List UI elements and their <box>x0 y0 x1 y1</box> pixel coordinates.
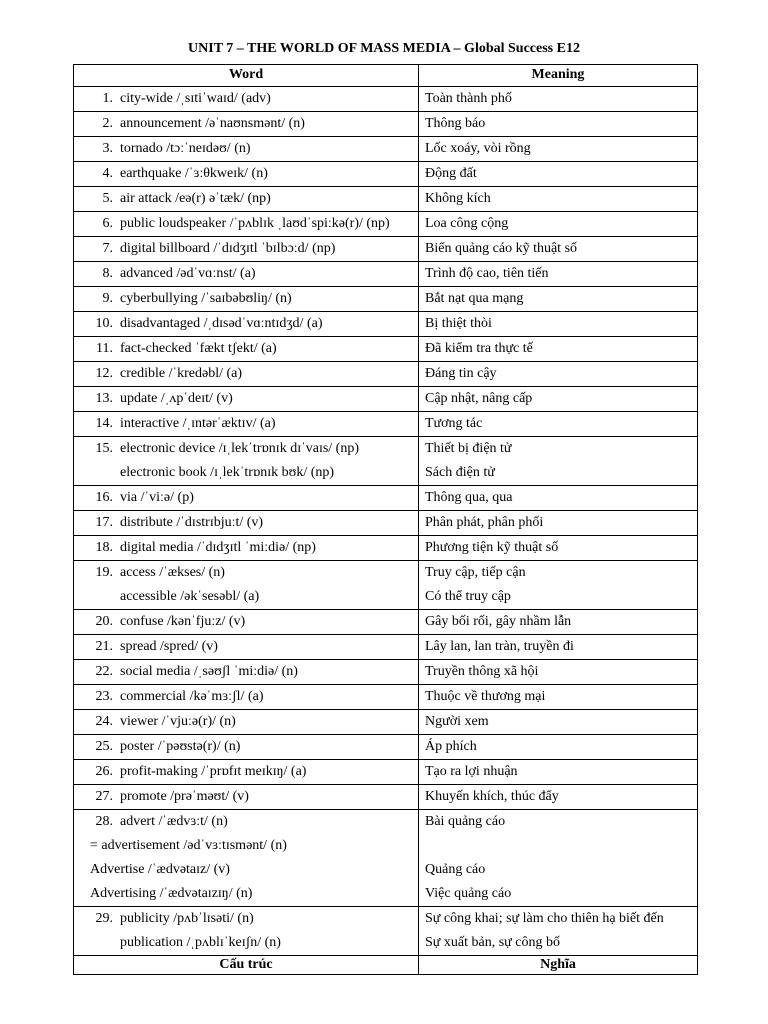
meaning-cell <box>419 785 698 810</box>
entry-meaning: Đáng tin cậy <box>425 366 497 381</box>
entry-meaning: Biển quảng cáo kỹ thuật số <box>425 241 578 256</box>
entry-meaning: Sự công khai; sự làm cho thiên hạ biết đến <box>425 911 664 926</box>
entry-number: 18. <box>95 540 113 555</box>
meaning-cell <box>419 536 698 561</box>
table-row <box>74 685 698 710</box>
entry-word-alt: = advertisement /ədˈvɜːtɪsmənt/ (n) <box>90 838 287 853</box>
word-cell <box>74 187 419 212</box>
meaning-cell <box>419 810 698 907</box>
word-cell <box>74 87 419 112</box>
table-row <box>74 561 698 610</box>
entry-word: interactive /ˌɪntərˈæktɪv/ (a) <box>120 416 276 431</box>
table-row <box>74 287 698 312</box>
entry-word: city-wide /ˌsɪtiˈwaɪd/ (adv) <box>120 91 271 106</box>
blank-line <box>419 834 697 858</box>
entry-meaning: Thông qua, qua <box>425 490 513 505</box>
meaning-column-header-2: Nghĩa <box>419 956 698 975</box>
table-row <box>74 437 698 486</box>
word-cell <box>74 635 419 660</box>
meaning-cell <box>419 710 698 735</box>
entry-meaning: Trình độ cao, tiên tiến <box>425 266 549 281</box>
word-cell <box>74 907 419 956</box>
table-row <box>74 735 698 760</box>
word-cell <box>74 785 419 810</box>
meaning-cell <box>419 187 698 212</box>
word-cell <box>74 212 419 237</box>
meaning-cell <box>419 287 698 312</box>
entry-meaning-alt: Quảng cáo <box>425 862 486 877</box>
entry-meaning-alt: Sự xuất bản, sự công bố <box>425 935 560 950</box>
entry-word: promote /prəˈməʊt/ (v) <box>120 789 249 804</box>
word-cell <box>74 511 419 536</box>
entry-word-alt: Advertise /ˈædvətaɪz/ (v) <box>90 862 230 877</box>
word-cell <box>74 262 419 287</box>
table-row <box>74 760 698 785</box>
page-title: UNIT 7 – THE WORLD OF MASS MEDIA – Global Success E12 <box>188 41 580 56</box>
entry-number: 11. <box>96 341 113 356</box>
word-cell <box>74 237 419 262</box>
entry-word: digital billboard /ˈdɪdʒɪtl ˈbɪlbɔːd/ (np) <box>120 241 336 256</box>
entry-number: 4. <box>102 166 113 181</box>
entry-meaning: Không kích <box>425 191 491 206</box>
meaning-cell <box>419 162 698 187</box>
meaning-cell <box>419 112 698 137</box>
meaning-cell <box>419 362 698 387</box>
table-row <box>74 312 698 337</box>
word-cell <box>74 437 419 486</box>
entry-number: 7. <box>102 241 113 256</box>
word-cell <box>74 536 419 561</box>
table-row <box>74 162 698 187</box>
meaning-cell <box>419 561 698 610</box>
word-cell <box>74 610 419 635</box>
meaning-cell <box>419 87 698 112</box>
entry-word: social media /ˌsəʊʃl ˈmiːdiə/ (n) <box>120 664 298 679</box>
meaning-cell <box>419 486 698 511</box>
entry-word-alt: publication /ˌpʌblɪˈkeɪʃn/ (n) <box>120 935 281 950</box>
entry-number-spacer <box>74 461 113 485</box>
meaning-cell <box>419 907 698 956</box>
entry-meaning: Động đất <box>425 166 477 181</box>
entry-number: 3. <box>102 141 113 156</box>
meaning-cell <box>419 685 698 710</box>
entry-meaning: Toàn thành phố <box>425 91 512 106</box>
meaning-cell <box>419 312 698 337</box>
meaning-cell <box>419 437 698 486</box>
table-row <box>74 710 698 735</box>
entry-meaning: Bị thiệt thòi <box>425 316 492 331</box>
entry-meaning: Gây bối rối, gây nhầm lẫn <box>425 614 572 629</box>
entry-number: 19. <box>95 565 113 580</box>
table-row <box>74 536 698 561</box>
word-cell <box>74 412 419 437</box>
entry-word: commercial /kəˈmɜːʃl/ (a) <box>120 689 264 704</box>
word-cell <box>74 337 419 362</box>
entry-meaning-alt: Việc quảng cáo <box>425 886 512 901</box>
entry-meaning: Loa công cộng <box>425 216 509 231</box>
entry-word: credible /ˈkredəbl/ (a) <box>120 366 243 381</box>
table-row <box>74 810 698 907</box>
entry-word-alt: Advertising /ˈædvətaɪzɪŋ/ (n) <box>90 886 253 901</box>
entry-meaning: Khuyến khích, thúc đẩy <box>425 789 559 804</box>
structure-column-header: Cấu trúc <box>74 956 419 975</box>
entry-word: advanced /ədˈvɑːnst/ (a) <box>120 266 256 281</box>
entry-word: air attack /eə(r) əˈtæk/ (np) <box>120 191 271 206</box>
table-row <box>74 907 698 956</box>
table-row <box>74 262 698 287</box>
entry-word: advert /ˈædvɜːt/ (n) <box>120 814 228 829</box>
table-row <box>74 610 698 635</box>
word-cell <box>74 137 419 162</box>
table-row <box>74 362 698 387</box>
meaning-cell <box>419 412 698 437</box>
entry-word: digital media /ˈdɪdʒɪtl ˈmiːdiə/ (np) <box>120 540 316 555</box>
entry-meaning: Đã kiểm tra thực tế <box>425 341 533 356</box>
entry-word: via /ˈviːə/ (p) <box>120 490 194 505</box>
word-cell <box>74 362 419 387</box>
meaning-cell <box>419 635 698 660</box>
entry-number-spacer <box>74 585 113 609</box>
entry-number: 20. <box>95 614 113 629</box>
entry-number: 29. <box>95 911 113 926</box>
entry-word-alt: electronic book /ɪˌlekˈtrɒnɪk bʊk/ (np) <box>120 465 335 480</box>
meaning-cell <box>419 511 698 536</box>
entry-meaning: Tương tác <box>425 416 483 431</box>
meaning-cell <box>419 610 698 635</box>
entry-word-alt: accessible /əkˈsesəbl/ (a) <box>120 589 260 604</box>
entry-meaning: Bắt nạt qua mạng <box>425 291 524 306</box>
word-cell <box>74 760 419 785</box>
entry-meaning: Phương tiện kỹ thuật số <box>425 540 559 555</box>
word-cell <box>74 162 419 187</box>
entry-word: access /ˈækses/ (n) <box>120 565 225 580</box>
entry-word: disadvantaged /ˌdɪsədˈvɑːntɪdʒd/ (a) <box>120 316 323 331</box>
meaning-cell <box>419 760 698 785</box>
entry-word: earthquake /ˈɜːθkweɪk/ (n) <box>120 166 268 181</box>
entry-number: 9. <box>102 291 113 306</box>
entry-number: 24. <box>95 714 113 729</box>
entry-number: 2. <box>102 116 113 131</box>
word-cell <box>74 287 419 312</box>
word-cell <box>74 486 419 511</box>
entry-meaning: Phân phát, phân phối <box>425 515 544 530</box>
entry-meaning: Áp phích <box>425 739 477 754</box>
word-column-header: Word <box>74 65 419 87</box>
entry-number: 21. <box>95 639 113 654</box>
table-row <box>74 137 698 162</box>
meaning-cell <box>419 212 698 237</box>
entry-number: 28. <box>95 814 113 829</box>
meaning-cell <box>419 387 698 412</box>
entry-number: 16. <box>95 490 113 505</box>
entry-word: cyberbullying /ˈsaɪbəbʊliŋ/ (n) <box>120 291 292 306</box>
word-cell <box>74 561 419 610</box>
word-cell <box>74 735 419 760</box>
entry-number: 1. <box>102 91 113 106</box>
word-cell <box>74 685 419 710</box>
entry-number: 26. <box>95 764 113 779</box>
entry-meaning: Truy cập, tiếp cận <box>425 565 526 580</box>
entry-number: 23. <box>95 689 113 704</box>
entry-word: tornado /tɔːˈneɪdəʊ/ (n) <box>120 141 251 156</box>
entry-number: 10. <box>95 316 113 331</box>
meaning-cell <box>419 262 698 287</box>
table-row <box>74 511 698 536</box>
vocabulary-table <box>73 64 698 975</box>
entry-number: 8. <box>102 266 113 281</box>
entry-meaning: Thuộc về thương mại <box>425 689 546 704</box>
entry-meaning: Bài quảng cáo <box>425 814 506 829</box>
entry-number: 22. <box>95 664 113 679</box>
entry-number: 25. <box>95 739 113 754</box>
entry-word: publicity /pʌbˈlɪsəti/ (n) <box>120 911 254 926</box>
entry-word: update /ˌʌpˈdeɪt/ (v) <box>120 391 233 406</box>
table-header-row <box>74 65 698 87</box>
table-row <box>74 387 698 412</box>
entry-meaning-alt: Sách điện tử <box>425 465 495 480</box>
word-cell <box>74 112 419 137</box>
entry-word: poster /ˈpəʊstə(r)/ (n) <box>120 739 241 754</box>
entry-meaning: Thông báo <box>425 116 486 131</box>
entry-word: announcement /əˈnaʊnsmənt/ (n) <box>120 116 305 131</box>
table-row <box>74 486 698 511</box>
table-body <box>74 87 698 810</box>
entry-word: viewer /ˈvjuːə(r)/ (n) <box>120 714 236 729</box>
table-body-extra <box>74 810 698 975</box>
entry-number: 12. <box>95 366 113 381</box>
entry-meaning: Lây lan, lan tràn, truyền đi <box>425 639 574 654</box>
entry-number: 27. <box>95 789 113 804</box>
word-cell <box>74 660 419 685</box>
table-footer-row <box>74 956 698 975</box>
table-row <box>74 635 698 660</box>
entry-number-spacer <box>74 931 113 955</box>
entry-word: spread /spred/ (v) <box>120 639 218 654</box>
meaning-column-header: Meaning <box>419 65 698 87</box>
word-cell <box>74 810 419 907</box>
entry-number: 5. <box>102 191 113 206</box>
entry-meaning: Truyền thông xã hội <box>425 664 539 679</box>
meaning-cell <box>419 735 698 760</box>
table-row <box>74 187 698 212</box>
entry-meaning: Tạo ra lợi nhuận <box>425 764 518 779</box>
meaning-cell <box>419 337 698 362</box>
table-row <box>74 212 698 237</box>
entry-meaning: Người xem <box>425 714 489 729</box>
meaning-cell <box>419 660 698 685</box>
table-row <box>74 337 698 362</box>
meaning-cell <box>419 137 698 162</box>
table-row <box>74 237 698 262</box>
entry-number: 13. <box>95 391 113 406</box>
entry-number: 17. <box>95 515 113 530</box>
entry-word: profit-making /ˈprɒfɪt meɪkɪŋ/ (a) <box>120 764 307 779</box>
entry-word: electronic device /ɪˌlekˈtrɒnɪk dɪˈvaɪs/ (np) <box>120 441 360 456</box>
table-row <box>74 785 698 810</box>
entry-meaning: Lốc xoáy, vòi rồng <box>425 141 531 156</box>
meaning-cell <box>419 237 698 262</box>
word-cell <box>74 312 419 337</box>
word-cell <box>74 387 419 412</box>
entry-number: 15. <box>95 441 113 456</box>
entry-word: fact-checked ˈfækt tʃekt/ (a) <box>120 341 277 356</box>
table-row <box>74 412 698 437</box>
entry-word: distribute /ˈdɪstrɪbjuːt/ (v) <box>120 515 264 530</box>
entry-word: confuse /kənˈfjuːz/ (v) <box>120 614 246 629</box>
entry-number: 14. <box>95 416 113 431</box>
table-row <box>74 660 698 685</box>
entry-meaning-alt: Có thể truy cập <box>425 589 511 604</box>
entry-word: public loudspeaker /ˈpʌblɪk ˌlaʊdˈspiːkə(r)/ (np) <box>120 216 390 231</box>
entry-meaning: Cập nhật, nâng cấp <box>425 391 533 406</box>
entry-number: 6. <box>102 216 113 231</box>
entry-meaning: Thiết bị điện tử <box>425 441 512 456</box>
table-row <box>74 112 698 137</box>
word-cell <box>74 710 419 735</box>
table-row <box>74 87 698 112</box>
